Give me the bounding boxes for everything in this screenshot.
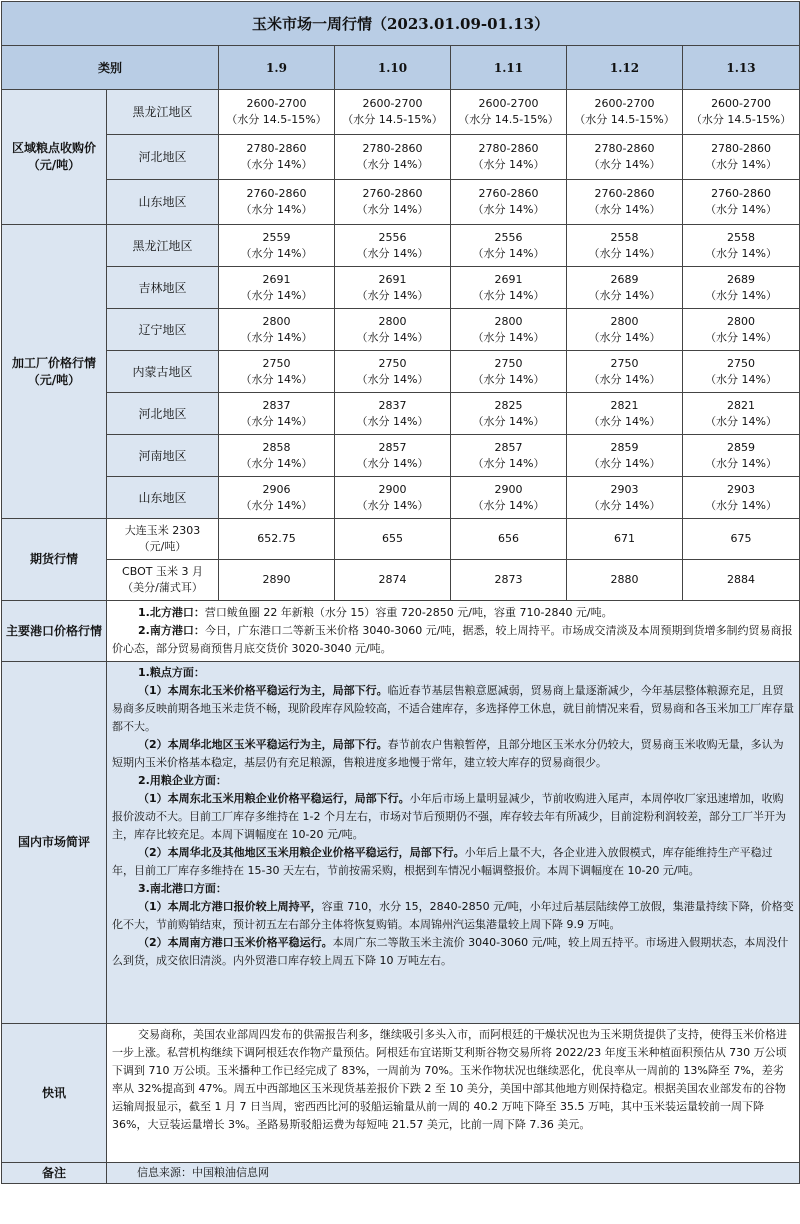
moisture-value: （水分 14%） [472, 372, 545, 386]
region-cell: 河北地区 [107, 135, 219, 180]
futures-value: 675 [683, 519, 800, 560]
futures-section [2, 519, 800, 601]
moisture-value: （水分 14%） [356, 203, 429, 216]
price-value: 2600-2700 [478, 97, 539, 110]
price-cell [451, 267, 567, 309]
market-para-head: （1）本周东北玉米用粮企业价格平稳运行，局部下行。 [138, 792, 410, 805]
enterprise-title: 2.用粮企业方面： [138, 774, 227, 787]
moisture-value: （水分 14%） [588, 372, 661, 386]
table-row [2, 393, 800, 435]
market-para-head: （1）本周东北玉米价格平稳运行为主，局部下行。 [138, 684, 388, 697]
price-value: 2780-2860 [362, 142, 423, 155]
ports-content [107, 601, 800, 662]
moisture-value: （水分 14%） [240, 203, 313, 216]
price-cell [335, 180, 451, 225]
price-cell [219, 309, 335, 351]
contract-unit: （元/吨） [138, 540, 187, 553]
price-cell [451, 135, 567, 180]
price-cell [567, 477, 683, 519]
moisture-value: （水分 14%） [240, 288, 313, 302]
header-row [2, 46, 800, 90]
moisture-value: （水分 14%） [472, 456, 545, 470]
futures-value: 652.75 [219, 519, 335, 560]
region-cell: 黑龙江地区 [107, 225, 219, 267]
price-value: 2800 [378, 314, 407, 328]
grain-section [2, 90, 800, 225]
price-value: 2837 [262, 398, 291, 412]
moisture-value: （水分 14%） [705, 456, 778, 470]
moisture-value: （水分 14%） [240, 456, 313, 470]
price-value: 2800 [727, 314, 756, 328]
moisture-value: （水分 14.5-15%） [226, 113, 327, 126]
grain-point-title: 1.粮点方面： [138, 666, 205, 679]
price-value: 2780-2860 [594, 142, 655, 155]
moisture-value: （水分 14%） [472, 288, 545, 302]
price-cell [335, 351, 451, 393]
moisture-value: （水分 14%） [588, 498, 661, 512]
moisture-value: （水分 14%） [588, 288, 661, 302]
ports-label: 主要港口价格行情 [2, 601, 107, 662]
price-cell [219, 180, 335, 225]
region-cell: 黑龙江地区 [107, 90, 219, 135]
price-cell [219, 351, 335, 393]
moisture-value: （水分 14%） [356, 288, 429, 302]
moisture-value: （水分 14%） [705, 414, 778, 428]
table-row [2, 560, 800, 601]
price-cell [335, 309, 451, 351]
moisture-value: （水分 14%） [705, 246, 778, 260]
moisture-value: （水分 14%） [240, 330, 313, 344]
south-port-head: 2.南方港口： [138, 624, 205, 637]
moisture-value: （水分 14%） [356, 330, 429, 344]
moisture-value: （水分 14%） [705, 158, 778, 171]
moisture-value: （水分 14%） [472, 203, 545, 216]
moisture-value: （水分 14%） [588, 158, 661, 171]
price-cell [567, 225, 683, 267]
price-cell [451, 393, 567, 435]
price-cell [683, 225, 800, 267]
price-cell [683, 90, 800, 135]
date-header: 1.10 [335, 46, 451, 90]
futures-value: 2874 [335, 560, 451, 601]
price-cell [335, 435, 451, 477]
moisture-value: （水分 14%） [240, 414, 313, 428]
contract-cell [107, 519, 219, 560]
price-value: 2691 [262, 272, 291, 286]
remark-label: 备注 [2, 1163, 107, 1184]
price-cell [683, 393, 800, 435]
moisture-value: （水分 14%） [472, 330, 545, 344]
table-row [2, 267, 800, 309]
contract-name: CBOT 玉米 3 月 [122, 565, 203, 578]
price-value: 2691 [378, 272, 407, 286]
price-value: 2900 [494, 482, 523, 496]
region-cell: 吉林地区 [107, 267, 219, 309]
price-cell [219, 435, 335, 477]
price-value: 2750 [378, 356, 407, 370]
grain-label: 区域粮点收购价（元/吨） [2, 90, 107, 225]
moisture-value: （水分 14%） [356, 414, 429, 428]
market-para-head: （1）本周北方港口报价较上周持平， [138, 900, 322, 913]
price-value: 2760-2860 [478, 187, 539, 200]
contract-unit: （美分/蒲式耳） [122, 581, 203, 594]
region-cell: 辽宁地区 [107, 309, 219, 351]
price-cell [683, 309, 800, 351]
market-content [107, 662, 800, 1024]
moisture-value: （水分 14%） [705, 498, 778, 512]
south-port-text: 今日，广东港口二等新玉米价格 3040-3060 元/吨，据悉，较上周持平。市场成交清淡及本周预期到货增多制约贸易商报价心态，部分贸易商预售月底交货价 3020-3040 元/吨。 [112, 624, 793, 655]
price-value: 2780-2860 [478, 142, 539, 155]
moisture-value: （水分 14%） [588, 330, 661, 344]
north-port-head: 1.北方港口： [138, 606, 205, 619]
moisture-value: （水分 14%） [356, 498, 429, 512]
futures-value: 656 [451, 519, 567, 560]
table-row [2, 435, 800, 477]
north-port-text: 营口鲅鱼圈 22 年新粮（水分 15）容重 720-2850 元/吨，容重 710-2840 元/吨。 [204, 606, 613, 619]
price-cell [451, 435, 567, 477]
price-value: 2750 [727, 356, 756, 370]
price-value: 2859 [727, 440, 756, 454]
price-value: 2859 [610, 440, 639, 454]
market-para-text: 临近春节基层售粮意愿减弱，贸易商上量逐渐减少，今年基层整体粮源充足，且贸易商多反映前期各地玉米走货不畅，现阶段库存风险较高，不适合建库存，多选择停工休息，就目前情况来看，贸易商和各玉米加工厂库存量都不大。 [112, 684, 794, 733]
market-para-head: （2）本周华北及其他地区玉米用粮企业价格平稳运行，局部下行。 [138, 846, 465, 859]
contract-name: 大连玉米 2303 [124, 524, 201, 537]
price-value: 2825 [494, 398, 523, 412]
moisture-value: （水分 14%） [588, 414, 661, 428]
moisture-value: （水分 14%） [705, 288, 778, 302]
moisture-value: （水分 14%） [588, 203, 661, 216]
price-cell [683, 351, 800, 393]
market-para-head: （2）本周南方港口玉米价格平稳运行。 [138, 936, 333, 949]
price-value: 2903 [727, 482, 756, 496]
moisture-value: （水分 14%） [705, 372, 778, 386]
price-value: 2800 [610, 314, 639, 328]
price-cell [219, 477, 335, 519]
date-header: 1.11 [451, 46, 567, 90]
price-cell [335, 267, 451, 309]
moisture-value: （水分 14%） [588, 456, 661, 470]
table-row [2, 309, 800, 351]
futures-value: 671 [567, 519, 683, 560]
price-cell [219, 90, 335, 135]
price-value: 2691 [494, 272, 523, 286]
price-cell [567, 309, 683, 351]
market-para-text: 容重 710，水分 15，2840-2850 元/吨，小年过后基层陆续停工放假，集港量持续下降，价格变化不大，节前购销结束，预计初五左右部分主体将恢复购销。本周锦州汽运集港量较上周下降 9.9 万吨。 [112, 900, 794, 931]
ports-title: 3.南北港口方面： [138, 882, 227, 895]
price-cell [451, 90, 567, 135]
region-cell: 山东地区 [107, 477, 219, 519]
price-cell [451, 309, 567, 351]
moisture-value: （水分 14.5-15%） [690, 113, 792, 126]
price-value: 2760-2860 [594, 187, 655, 200]
price-cell [567, 435, 683, 477]
region-cell: 河北地区 [107, 393, 219, 435]
table-row [2, 180, 800, 225]
date-header: 1.9 [219, 46, 335, 90]
market-para-head: （2）本周华北地区玉米平稳运行为主，局部下行。 [138, 738, 388, 751]
price-cell [335, 477, 451, 519]
price-cell [451, 225, 567, 267]
moisture-value: （水分 14.5-15%） [574, 113, 675, 126]
price-cell [451, 351, 567, 393]
page-title: 玉米市场一周行情（2023.01.09-01.13） [2, 2, 800, 46]
price-cell [567, 393, 683, 435]
date-header: 1.12 [567, 46, 683, 90]
market-para-text: 春节前农户售粮暂停，且部分地区玉米水分仍较大，贸易商玉米收购无量，多认为短期内玉米价格基本稳定，基层仍有充足粮源，售粮进度多地慢于常年，建立较大库存的贸易商很少。 [112, 738, 784, 769]
moisture-value: （水分 14%） [588, 246, 661, 260]
price-cell [683, 435, 800, 477]
remark-row [2, 1163, 800, 1184]
price-cell [567, 90, 683, 135]
price-value: 2821 [610, 398, 639, 412]
price-cell [567, 267, 683, 309]
futures-value: 2884 [683, 560, 800, 601]
moisture-value: （水分 14%） [240, 372, 313, 386]
price-cell [567, 180, 683, 225]
futures-label: 期货行情 [2, 519, 107, 601]
table-row [2, 519, 800, 560]
moisture-value: （水分 14%） [240, 158, 313, 171]
price-value: 2903 [610, 482, 639, 496]
price-cell [219, 267, 335, 309]
category-header: 类别 [2, 46, 219, 90]
price-value: 2760-2860 [362, 187, 423, 200]
price-value: 2556 [378, 230, 407, 244]
price-value: 2857 [378, 440, 407, 454]
contract-cell [107, 560, 219, 601]
moisture-value: （水分 14%） [472, 498, 545, 512]
price-cell [567, 135, 683, 180]
price-cell [683, 267, 800, 309]
news-label: 快讯 [2, 1024, 107, 1163]
moisture-value: （水分 14%） [472, 158, 545, 171]
futures-value: 2880 [567, 560, 683, 601]
moisture-value: （水分 14%） [472, 246, 545, 260]
market-para-text: 本周广东二等散玉米主流价 3040-3060 元/吨，较上周五持平。市场进入假期状态，本周没什么到货，成交依旧清淡。内外贸港口库存较上周五下降 10 万吨左右。 [112, 936, 789, 967]
moisture-value: （水分 14%） [240, 498, 313, 512]
region-cell: 河南地区 [107, 435, 219, 477]
price-cell [335, 393, 451, 435]
price-value: 2558 [610, 230, 639, 244]
plant-section [2, 225, 800, 519]
price-value: 2837 [378, 398, 407, 412]
plant-label: 加工厂价格行情（元/吨） [2, 225, 107, 519]
price-value: 2600-2700 [594, 97, 655, 110]
price-value: 2750 [262, 356, 291, 370]
price-value: 2600-2700 [711, 97, 772, 110]
price-value: 2906 [262, 482, 291, 496]
remark-text: 信息来源：中国粮油信息网 [137, 1166, 269, 1179]
moisture-value: （水分 14%） [705, 203, 778, 216]
price-value: 2750 [494, 356, 523, 370]
futures-value: 655 [335, 519, 451, 560]
futures-value: 2873 [451, 560, 567, 601]
price-value: 2760-2860 [246, 187, 307, 200]
price-value: 2600-2700 [362, 97, 423, 110]
price-value: 2600-2700 [246, 97, 307, 110]
price-cell [219, 393, 335, 435]
price-cell [335, 225, 451, 267]
price-value: 2800 [262, 314, 291, 328]
region-cell: 内蒙古地区 [107, 351, 219, 393]
moisture-value: （水分 14%） [472, 414, 545, 428]
price-cell [683, 135, 800, 180]
news-text: 交易商称，美国农业部周四发布的供需报告利多，继续吸引多头入市，而阿根廷的干燥状况也为玉米期货提供了支持，使得玉米价格进一步上涨。私营机构继续下调阿根廷农作物产量预估。阿根廷布宜诺斯艾利斯谷物交易所将 2022/23 年度玉米种植面积预估从 730 万公顷下调到 710 万公顷。玉米播种工作已经完成了 83%，一周前为 70%。玉米作物状况也继续恶化，优良率从一周前的 13%降至 7%，差劣率从 32%提高到 47%。周五中西部地区玉米现货基差报价下跌 2 至 10 美分，美国中部其他地方则保持稳定。根据美国农业部发布的谷物运输周报显示，截至 1 月 7 日当周，密西西比河的驳船运输量从前一周的 40.2 万吨下降至 35.5 万吨，其中玉米装运量较前一周下降 36%，大豆装运量增长 3%。圣路易斯驳船运费为每短吨 21.57 美元，比前一周下降 7.36 美元。 [112, 1028, 787, 1131]
moisture-value: （水分 14%） [240, 246, 313, 260]
market-para-text: 小年后市场上量明显减少，节前收购进入尾声，本周停收厂家迅速增加，收购报价波动不大。目前工厂库存多维持在 1-2 个月左右，市场对节后预期仍不强，库存较去年有所减少，目前淀粉利润较差，部分工厂半开为主，库存比较充足。本周下调幅度在 10-20 元/吨。 [112, 792, 786, 841]
table-row [2, 90, 800, 135]
price-value: 2858 [262, 440, 291, 454]
price-value: 2900 [378, 482, 407, 496]
futures-value: 2890 [219, 560, 335, 601]
table-row [2, 135, 800, 180]
market-row [2, 662, 800, 1024]
price-value: 2821 [727, 398, 756, 412]
news-content [107, 1024, 800, 1163]
price-cell [219, 135, 335, 180]
price-cell [335, 135, 451, 180]
moisture-value: （水分 14%） [356, 246, 429, 260]
date-header: 1.13 [683, 46, 800, 90]
price-value: 2780-2860 [246, 142, 307, 155]
moisture-value: （水分 14.5-15%） [458, 113, 559, 126]
price-cell [683, 477, 800, 519]
price-cell [335, 90, 451, 135]
price-cell [451, 180, 567, 225]
remark-content [107, 1163, 800, 1184]
market-para-text: 小年后上量不大，各企业进入放假模式，库存能维持生产平稳过年，目前工厂库存多维持在 15-30 天左右，节前按需采购，根据到车情况小幅调整报价。本周下调幅度在 10-20 元/吨。 [112, 846, 773, 877]
price-value: 2780-2860 [711, 142, 772, 155]
moisture-value: （水分 14%） [356, 158, 429, 171]
price-value: 2750 [610, 356, 639, 370]
moisture-value: （水分 14.5-15%） [342, 113, 443, 126]
price-value: 2689 [727, 272, 756, 286]
price-cell [683, 180, 800, 225]
price-cell [567, 351, 683, 393]
price-cell [451, 477, 567, 519]
corn-market-weekly-table [1, 1, 800, 1184]
price-value: 2558 [727, 230, 756, 244]
ports-row [2, 601, 800, 662]
price-value: 2800 [494, 314, 523, 328]
moisture-value: （水分 14%） [356, 456, 429, 470]
table-row [2, 477, 800, 519]
table-row [2, 351, 800, 393]
moisture-value: （水分 14%） [356, 372, 429, 386]
region-cell: 山东地区 [107, 180, 219, 225]
table-row [2, 225, 800, 267]
price-value: 2559 [262, 230, 291, 244]
moisture-value: （水分 14%） [705, 330, 778, 344]
price-value: 2556 [494, 230, 523, 244]
price-value: 2760-2860 [711, 187, 772, 200]
price-cell [219, 225, 335, 267]
price-value: 2857 [494, 440, 523, 454]
market-label: 国内市场简评 [2, 662, 107, 1024]
price-value: 2689 [610, 272, 639, 286]
news-row [2, 1024, 800, 1163]
